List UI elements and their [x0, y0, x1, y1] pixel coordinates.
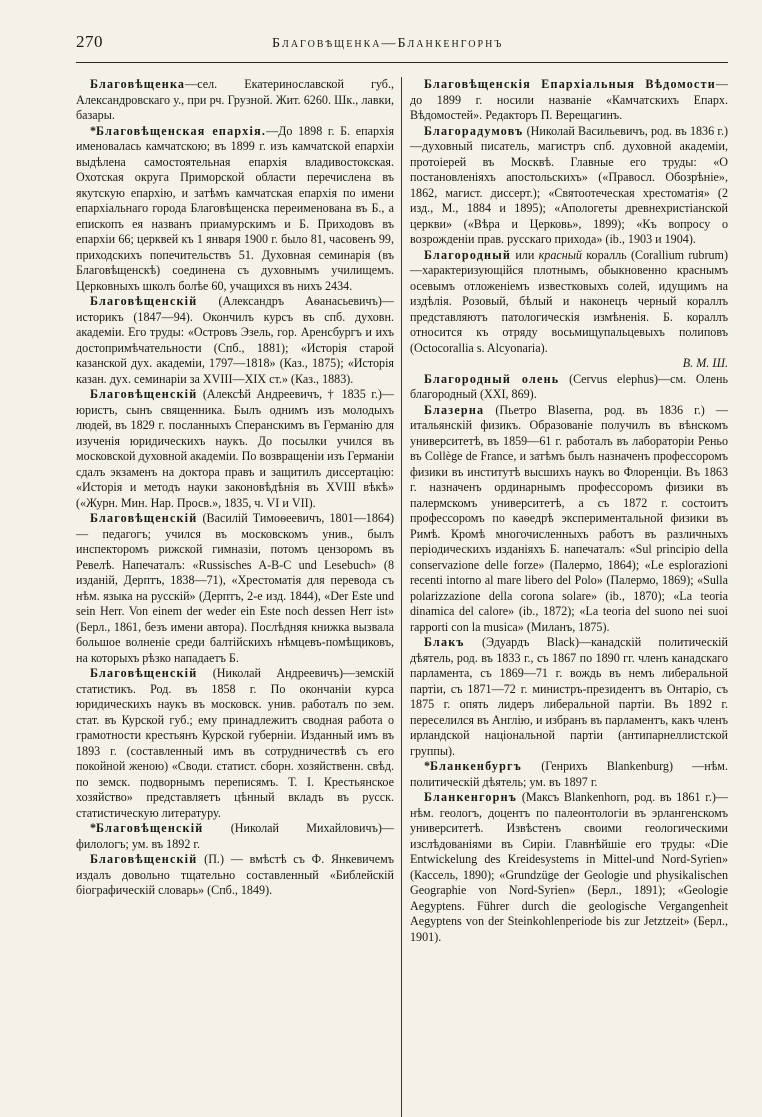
headword: Благовѣщенская епархія. — [96, 123, 267, 138]
headword: Блазерна — [424, 402, 485, 417]
headword: Благородный олень — [424, 371, 560, 386]
entry: Благовѣщенскій (Алексѣй Андреевичъ, † 1835 г.)—юристъ, сынъ священника. Былъ однимъ изъ молодыхъ людей, въ 1829 г. посланныхъ Сперанскимъ въ Германію для изученія юридическихъ наукъ. До посылки учился въ московской духовной академіи. По возвращеніи изъ Германіи сдалъ экзаменъ на доктора правъ и защитилъ диссертацію: «Исторія и методъ науки законовѣдѣнія въ XVIII вѣкѣ» («Журн. Мин. Нар. Просв.», 1835, ч. VI и VII). — [76, 387, 394, 510]
entry: Бланкенгорнъ (Максъ Blankenhorn, род. въ 1861 г.)—нѣм. геологъ, доцентъ по палеонтологіи въ эрлангенскомъ университетѣ. Извѣстенъ своими геологическими изслѣдованіями въ Сиріи. Главнѣйшіе его труды: «Die Entwickelung des Kreidesystems in Mittel-und Nord-Syrien» (Кассель, 1890); «Grundzüge der Geologie und physikalischen Geographie von Nord-Syrien» (Берл., 1891); «Geologie Aegyptens. Führer durch die geologische Vergangenheit Aegyptens von der Steinkohlenperiode bis zur Jetztzeit» (Берл., 1901). — [410, 790, 729, 944]
headword: Блакъ — [424, 635, 465, 649]
entry: Благовѣщенскій (Александръ Аѳанасьевичъ)—историкъ (1847—94). Окончилъ курсъ въ спб. духовн. академіи. Его труды: «Островъ Эзель, гор. Аренсбургъ и ихъ достопримѣчательности (Спб., 1881); «Исторія старой казанской дух. академіи, 1797—1818» (Каз., 1875); «Исторія казан. дух. семинаріи за XVIII—XIX ст.» (Каз., 1883). — [76, 294, 394, 386]
left-column — [76, 77, 394, 945]
two-column-body — [76, 77, 728, 945]
headword: Бланкенгорнъ — [424, 790, 518, 804]
entry: *Благовѣщенская епархія.—До 1898 г. Б. епархія именовалась камчатскою; въ 1899 г. изъ камчатской епархіи выдѣлена самостоятельная епархія владивостокская. Охотская округа Приморской области перечислена въ якутскую епархію, и затѣмъ камчатская епархія по имени епархіальнаго города Благовѣщенска переименована въ Б., а епископъ ея названъ приамурскимъ и Б. Приходовъ въ епархіи 66; церквей къ 1 января 1900 г. было 81, часовенъ 99, приходскихъ попечительствъ 51. Духовная семинарія (въ Благовѣщенскѣ) соединена съ духовнымъ училищемъ. Церковныхъ школъ болѣе 60, учащихся въ нихъ 2434. — [76, 123, 395, 293]
entry: Блакъ (Эдуардъ Black)—канадскій политическій дѣятель, род. въ 1833 г., съ 1867 по 1890 гг. членъ канадскаго парламента, съ 1869—71 г. вождь въ немъ либеральной партіи, съ 1871—72 г. министръ-президентъ въ Онтаріо, съ 1875 г. опять лидеръ либеральной партіи. Въ 1892 г. переселился въ Англію, и избранъ въ парламентъ, какъ членъ ирландской національной партіи (антипарнеллистской группы). — [410, 635, 728, 758]
headword: Благовѣщенскій — [90, 852, 198, 866]
column-divider — [401, 77, 402, 1117]
entry: *Бланкенбургъ (Генрихъ Blankenburg) —нѣм. политическій дѣятель; ум. въ 1897 г. — [410, 759, 728, 789]
author-signature: В. М. Ш. — [682, 356, 728, 370]
headword: Благовѣщенскій — [90, 666, 198, 680]
page-number: 270 — [76, 32, 103, 51]
headword: Благорадумовъ — [424, 123, 524, 138]
entry: Благовѣщенскій (Николай Андреевичъ)—земскій статистикъ. Род. въ 1858 г. По окончаніи курса юридическихъ наукъ въ московск. унив. работалъ по зем. стат. въ Курской губ.; ему принадлежитъ сводная работа о грамотности крестьянъ Курской губерніи. Изданный имъ въ 1893 г. (составленный имъ въ сотрудничествѣ съ его покойной женою) «Своди. статист. сборн. хозяйственн. свѣд. по земск. подворнымъ переписямъ. Т. I. Крестьянское хозяйство» представляетъ цѣнный вкладъ въ русск. статистическую литературу. — [76, 666, 394, 820]
entry: Благовѣщенскія Епархіальныя Вѣдомости—до 1899 г. носили названіе «Камчатскихъ Епарх. Вѣдомостей». Редакторъ П. Верещагинъ. — [410, 77, 728, 122]
entry: Благородный или красный коралль (Corallium rubrum)—характеризующійся плотнымъ, обыкновенно краснымъ осевымъ отложеніемъ известковыхъ солей, идущимъ на издѣлія. Розовый, бѣлый и наконецъ черный кораллъ представляютъ патологическія измѣненія. Б. кораллъ относится къ отряду восьмищупальцевыхъ полиповъ (Octocorallia s. Alcyonaria). В. М. Ш. — [410, 247, 728, 370]
right-column — [410, 77, 728, 945]
headword: Благовѣщенка — [90, 77, 186, 91]
entry: Блазерна (Пьетро Blaserna, род. въ 1836 г.) — итальянскій физикъ. Образованіе получилъ въ вѣнскомъ университетѣ, въ 1859—61 г. работалъ въ лабораторіи Реньо въ Collège de France, и затѣмъ былъ назначенъ профессоромъ физики въ институтѣ высшихъ наукъ во Флоренціи. Въ 1863 г. назначенъ ординарнымъ профессоромъ физики въ палермскомъ университетѣ, а съ 1872 г. состоитъ профессоромъ по каѳедрѣ экспериментальной физики въ Римѣ. Кромѣ многочисленныхъ работъ въ различныхъ періодическихъ изданіяхъ Б. напечаталъ: «Sul principio della conservazione delle forze» (Палермо, 1864); «Le esplorazioni recenti intorno al mare libero del Polo» (Палермо, 1869); «Sulla polarizzazione della corona solare» (ib., 1870); «La teoria dinamica del calore» (ib., 1872); «La teoria del suono nei suoi rapporti con la musica» (Миланъ, 1875). — [410, 402, 728, 634]
headword: Благовѣщенскій — [96, 821, 204, 835]
running-head: Благовѣщенка—Бланкенгорнъ — [272, 36, 504, 51]
entry: Благовѣщенскій (П.) — вмѣстѣ съ Ф. Янкевичемъ издалъ довольно тщательно составленный «Библейскій біографическій словарь» (Спб., 1849). — [76, 852, 395, 897]
headword: Благовѣщенскій — [90, 387, 198, 401]
entry: Благовѣщенскій (Василій Тимоѳеевичъ, 1801—1864) — педагогъ; учился въ московскомъ унив., былъ инспекторомъ рижской гимназіи, потомъ цензоромъ въ Ревелѣ. Напечаталъ: «Russisches A-B-C und Lesebuch» (8 изданій, Дерптъ, 1838—71), «Хрестоматія для перевода съ нѣм. языка на русскій» (Дерптъ, 2-е изд. 1844), «Der Este und sein Herr. Von einem der weder ein Este noch dessen Herr ist» (Берл., 1861, безъ имени автора). Послѣдняя книжка вызвала большое волненіе среди балтійскихъ нѣмцевъ-помѣщиковъ, на которыхъ рѣзко нападаетъ Б. — [76, 511, 395, 665]
page-header — [76, 32, 728, 63]
headword: Благородный — [424, 247, 512, 262]
headword: Благовѣщенскія Епархіальныя Вѣдомости — [424, 77, 716, 91]
entry: Благородный олень (Cervus elephus)—см. Олень благородный (XXI, 869). — [410, 371, 728, 401]
headword: Бланкенбургъ — [430, 759, 522, 773]
headword: Благовѣщенскій — [90, 511, 198, 525]
headword: Благовѣщенскій — [90, 294, 198, 308]
entry: Благовѣщенка—сел. Екатеринославской губ., Александровскаго у., при рч. Грузной. Жит. 6260. Шк., лавки, базары. — [76, 77, 394, 122]
entry: Благорадумовъ (Николай Васильевичъ, род. въ 1836 г.)—духовный писатель, магистръ спб. духовной академіи, протоіерей въ Москвѣ. Главные его труды: «О постановленіяхъ апостольскихъ» («Правосл. Обозрѣніе», 1862, магист. диссерт.); «Святоотеческая хрестоматія» (2 изд., М., 1884 и 1895); «Апологеты древнехристіанской церкви» («Вѣра и Церковь», 1899); «Къ вопросу о возрожденіи прав. русскаго прихода» (ib., 1903 и 1904). — [410, 123, 728, 246]
entry: *Благовѣщенскій (Николай Михайловичъ)—филологъ; ум. въ 1892 г. — [76, 821, 394, 851]
